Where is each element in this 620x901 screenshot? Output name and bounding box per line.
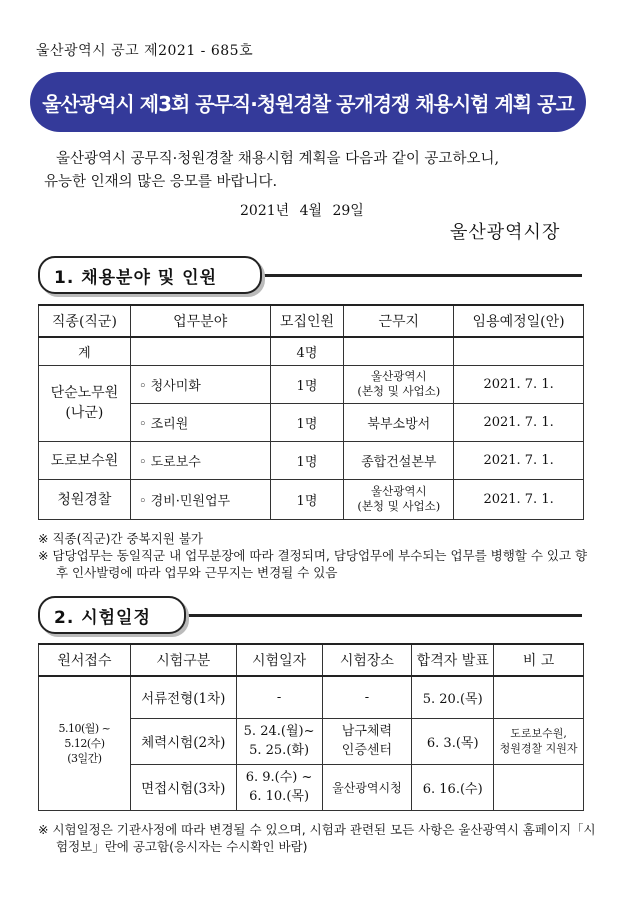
exam-place-cell: 울산광역시청	[322, 764, 412, 810]
table-row	[39, 441, 584, 479]
total-count: 4명	[270, 337, 344, 365]
job-group-1-name: 단순노무원	[50, 385, 119, 401]
exam-place-cell: -	[322, 676, 412, 718]
notice-date: 2021년 4월 29일	[240, 203, 364, 219]
date-cell: 2021. 7. 1.	[454, 403, 584, 441]
schedule-table	[38, 643, 584, 811]
date-cell: 2021. 7. 1.	[454, 441, 584, 479]
exam-date-cell: 5. 24.(월)~ 5. 25.(화)	[236, 718, 322, 764]
job-group-1-sub: (나군)	[65, 405, 104, 421]
count-cell: 1명	[270, 441, 344, 479]
exam-place-cell: 남구체력 인증센터	[322, 718, 412, 764]
header-exam-date: 시험일자	[236, 644, 322, 676]
section2-note	[38, 821, 598, 855]
section1-rule	[244, 274, 582, 277]
date-cell: 2021. 7. 1.	[454, 365, 584, 403]
field-cell: ◦ 조리원	[130, 403, 270, 441]
intro-text	[44, 148, 589, 194]
table-row	[39, 479, 584, 519]
job-group-1	[39, 365, 131, 441]
header-remarks: 비 고	[494, 644, 584, 676]
header-result: 합격자 발표	[412, 644, 494, 676]
total-label: 계	[39, 337, 131, 365]
result-cell: 6. 3.(목)	[412, 718, 494, 764]
title-banner	[30, 72, 586, 132]
exam-type-cell: 체력시험(2차)	[130, 718, 236, 764]
application-period: 5.10(월) ~ 5.12(수) (3일간)	[39, 676, 131, 810]
page-title: 울산광역시 제3회 공무직·청원경찰 공개경쟁 채용시험 계획 공고	[42, 91, 574, 116]
date-cell: 2021. 7. 1.	[454, 479, 584, 519]
section2-rule	[168, 614, 582, 617]
exam-type-cell: 서류전형(1차)	[130, 676, 236, 718]
header-exam-place: 시험장소	[322, 644, 412, 676]
recruitment-table	[38, 304, 584, 520]
note-item: ※ 담당업무는 동일직군 내 업무분장에 따라 결정되며, 담당업무에 부수되는 업무를 병행할 수 있고 향후 인사발령에 따라 업무와 근무지는 변경될 수 있음	[38, 548, 588, 580]
count-cell: 1명	[270, 403, 344, 441]
count-cell: 1명	[270, 479, 344, 519]
header-application: 원서접수	[39, 644, 131, 676]
job-cell: 청원경찰	[39, 479, 131, 519]
table-row	[39, 337, 584, 365]
intro-line-2: 유능한 인재의 많은 응모를 바랍니다.	[44, 174, 278, 190]
result-cell: 5. 20.(목)	[412, 676, 494, 718]
exam-date-cell: 6. 9.(수) ~ 6. 10.(목)	[236, 764, 322, 810]
intro-line-1: 울산광역시 공무직·청원경찰 채용시험 계획을 다음과 같이 공고하오니,	[56, 151, 500, 167]
notice-number: 울산광역시 공고 제2021 - 685호	[36, 43, 254, 59]
section1-heading: 1. 채용분야 및 인원	[38, 256, 262, 294]
field-cell: ◦ 도로보수	[130, 441, 270, 479]
header-count: 모집인원	[270, 305, 344, 337]
place-cell: 울산광역시 (본청 및 사업소)	[344, 365, 454, 403]
note-item: ※ 직종(직군)간 중복지원 불가	[38, 531, 203, 546]
place-cell: 북부소방서	[344, 403, 454, 441]
exam-date-cell: -	[236, 676, 322, 718]
place-cell: 종합건설본부	[344, 441, 454, 479]
header-job: 직종(직군)	[39, 305, 131, 337]
remarks-cell: 도로보수원, 청원경찰 지원자	[494, 718, 584, 764]
header-place: 근무지	[344, 305, 454, 337]
note-item: ※ 시험일정은 기관사정에 따라 변경될 수 있으며, 시험과 관련된 모든 사항은 울산광역시 홈페이지「시험정보」란에 공고함(응시자는 수시확인 바람)	[38, 822, 596, 854]
table-row	[39, 676, 584, 718]
section1-notes	[38, 530, 598, 581]
count-cell: 1명	[270, 365, 344, 403]
signatory: 울산광역시장	[450, 222, 561, 243]
field-cell: ◦ 청사미화	[130, 365, 270, 403]
table-row	[39, 365, 584, 403]
exam-type-cell: 면접시험(3차)	[130, 764, 236, 810]
header-date: 임용예정일(안)	[454, 305, 584, 337]
result-cell: 6. 16.(수)	[412, 764, 494, 810]
place-cell: 울산광역시 (본청 및 사업소)	[344, 479, 454, 519]
header-field: 업무분야	[130, 305, 270, 337]
job-cell: 도로보수원	[39, 441, 131, 479]
header-exam-type: 시험구분	[130, 644, 236, 676]
field-cell: ◦ 경비·민원업무	[130, 479, 270, 519]
section2-heading: 2. 시험일정	[38, 596, 186, 634]
